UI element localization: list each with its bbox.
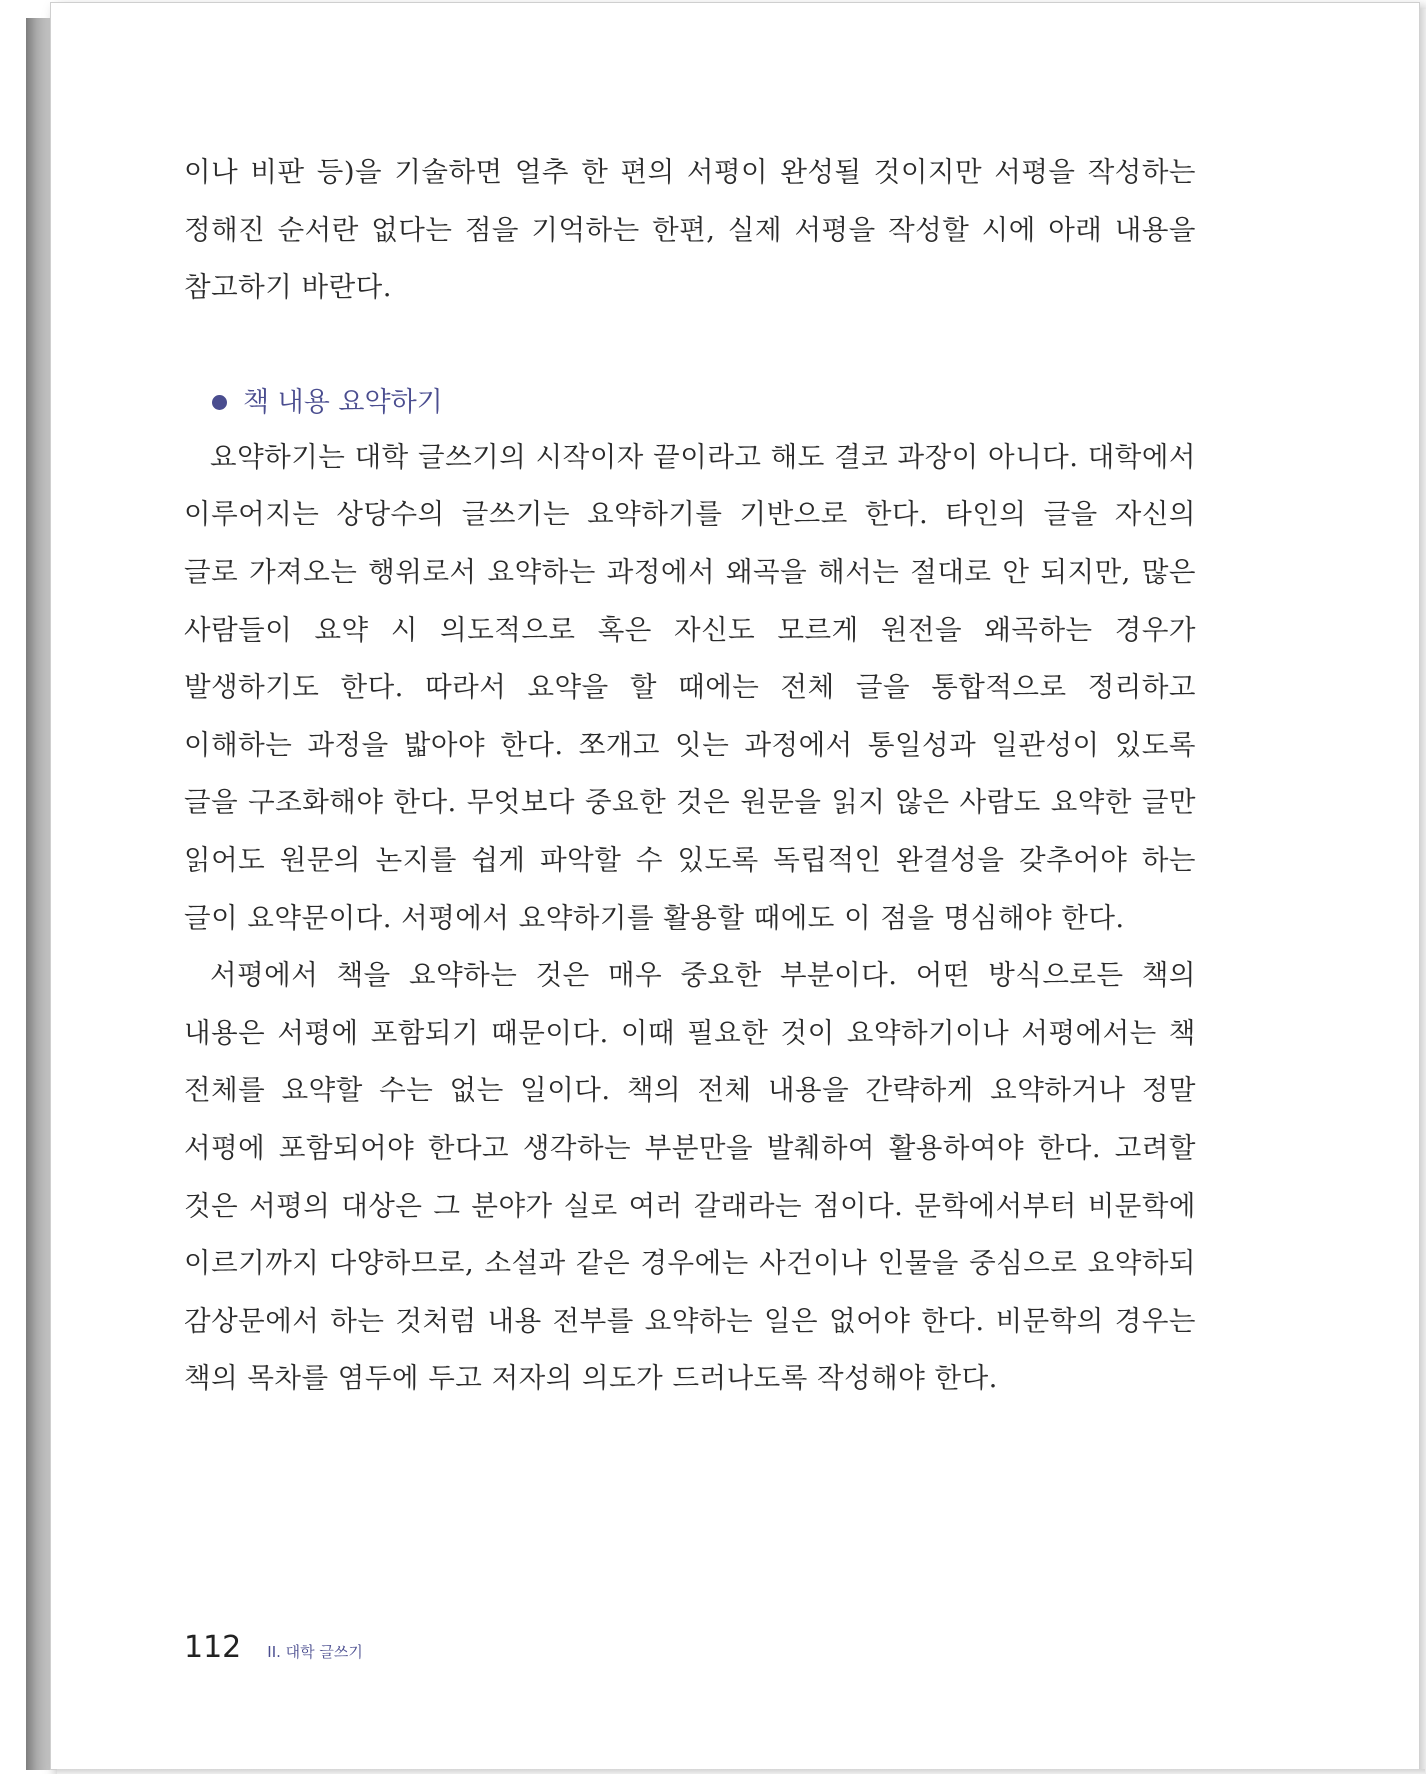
body-paragraph: 요약하기는 대학 글쓰기의 시작이자 끝이라고 해도 결코 과장이 아니다. 대학에서 이루어지는 상당수의 글쓰기는 요약하기를 기반으로 한다. 타인의 글을 자신의 글로 가져오는 행위로서 요약하는 과정에서 왜곡을 해서는 절대로 안 되지만, 많은 사람들이 요약 시 의도적으로 혹은 자신도 모르게 원전을 왜곡하는 경우가 발생하기도 한다. 따라서 요약을 할 때에는 전체 글을 통합적으로 정리하고 이해하는 과정을 밟아야 한다. 쪼개고 잇는 과정에서 통일성과 일관성이 있도록 글을 구조화해야 한다. 무엇보다 중요한 것은 원문을 읽지 않은 사람도 요약한 글만 읽어도 원문의 논지를 쉽게 파악할 수 있도록 독립적인 완결성을 갖추어야 하는 글이 요약문이다. 서평에서 요약하기를 활용할 때에도 이 점을 명심해야 한다.: [184, 440, 1196, 934]
page-edge-bottom: [57, 1769, 1425, 1774]
page-edge-right: [1419, 9, 1426, 1774]
running-head: II. 대학 글쓰기: [267, 1643, 363, 1661]
page-corner-fold: [51, 3, 73, 25]
section-heading-text: 책 내용 요약하기: [243, 386, 443, 418]
body-paragraph: 이나 비판 등)을 기술하면 얼추 한 편의 서평이 완성될 것이지만 서평을 작성하는 정해진 순서란 없다는 점을 기억하는 한편, 실제 서평을 작성할 시에 아래 내용을 참고하기 바란다.: [184, 156, 1196, 304]
bullet-icon: [212, 395, 227, 410]
page-body: [184, 144, 1196, 1408]
page-number: 112: [184, 1630, 242, 1665]
section-heading: [212, 375, 1196, 431]
book-spine: [26, 18, 52, 1770]
page-footer: [184, 1630, 363, 1665]
body-paragraph: 서평에서 책을 요약하는 것은 매우 중요한 부분이다. 어떤 방식으로든 책의 내용은 서평에 포함되기 때문이다. 이때 필요한 것이 요약하기이나 서평에서는 책 전체를 요약할 수는 없는 일이다. 책의 전체 내용을 간략하게 요약하거나 정말 서평에 포함되어야 한다고 생각하는 부분만을 발췌하여 활용하여야 한다. 고려할 것은 서평의 대상은 그 분야가 실로 여러 갈래라는 점이다. 문학에서부터 비문학에 이르기까지 다양하므로, 소설과 같은 경우에는 사건이나 인물을 중심으로 요약하되 감상문에서 하는 것처럼 내용 전부를 요약하는 일은 없어야 한다. 비문학의 경우는 책의 목차를 염두에 두고 저자의 의도가 드러나도록 작성해야 한다.: [184, 959, 1196, 1395]
